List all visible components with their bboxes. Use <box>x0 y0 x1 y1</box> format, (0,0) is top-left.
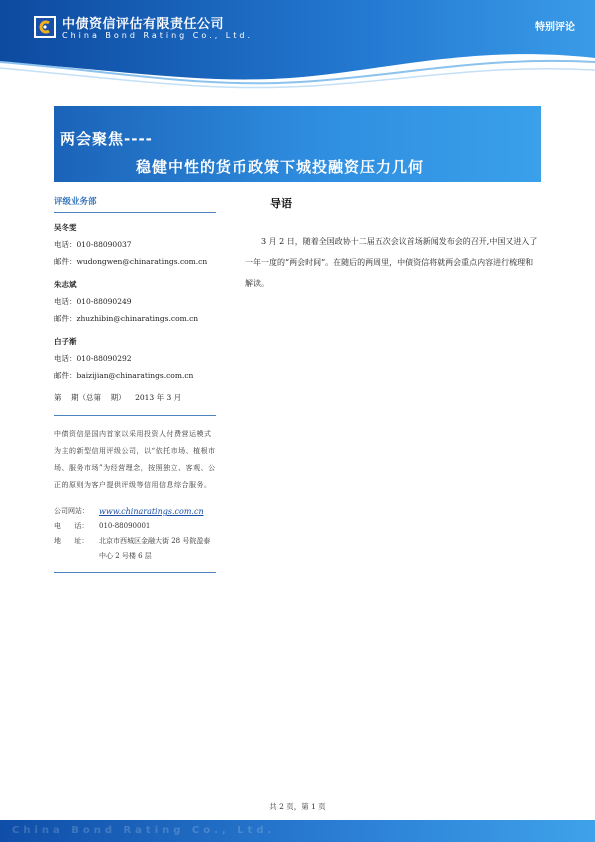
person-phone: 电话：010-88090037 <box>54 240 132 249</box>
company-name-en: China Bond Rating Co., Ltd. <box>62 31 253 40</box>
person-email: 邮件：zhuzhibin@chinaratings.com.cn <box>54 314 199 323</box>
contact-person <box>54 219 216 270</box>
website-label: 公司网站： <box>54 507 89 515</box>
title-line-1: 两会聚焦---- <box>60 130 153 148</box>
lead-paragraph: 3 月 2 日，随着全国政协十二届五次会议首场新闻发布会的召开,中国又进入了一年一度的“两会时间”。在随后的两周里，中债资信将就两会重点内容进行梳理和解读。 <box>245 237 538 288</box>
issue-info: 第 期（总第 期） 2013 年 3 月 <box>54 392 216 416</box>
company-about: 中债资信是国内首家以采用投资人付费营运模式为主的新型信用评级公司，以“依托市场、植根市场、服务市场”为经营理念，按照独立、客观、公正的原则为客户提供评级等信用信息综合服务。 <box>54 430 216 489</box>
company-phone: 010-88090001 <box>99 522 151 530</box>
title-line-2: 稳健中性的货币政策下城投融资压力几何 <box>136 158 425 176</box>
sidebar <box>54 195 216 573</box>
title-banner <box>54 106 541 182</box>
person-name: 吴冬雯 <box>54 223 77 232</box>
person-name: 朱志斌 <box>54 280 77 289</box>
person-email: 邮件：baizijian@chinaratings.com.cn <box>54 371 194 380</box>
person-phone: 电话：010-88090292 <box>54 354 132 363</box>
page-header <box>0 0 595 92</box>
footer-company-en: China Bond Rating Co., Ltd. <box>12 825 276 836</box>
page-number: 共 2 页，第 1 页 <box>269 802 326 811</box>
website-link[interactable]: www.chinaratings.com.cn <box>99 507 204 516</box>
company-name-cn: 中债资信评估有限责任公司 <box>62 17 225 32</box>
address-label: 地 址： <box>54 537 89 545</box>
person-name: 白子渐 <box>54 337 77 346</box>
contact-person <box>54 276 216 327</box>
section-label: 特别评论 <box>535 22 575 33</box>
person-phone: 电话：010-88090249 <box>54 297 132 306</box>
company-address: 北京市西城区金融大街 28 号院盈泰中心 2 号楼 6 层 <box>99 537 211 560</box>
main-content <box>245 195 541 294</box>
person-email: 邮件：wudongwen@chinaratings.com.cn <box>54 257 208 266</box>
lead-heading: 导语 <box>270 197 292 210</box>
company-contact <box>54 504 216 573</box>
company-logo <box>34 16 56 38</box>
phone-label: 电 话： <box>54 522 89 530</box>
footer-bar <box>0 820 595 842</box>
contact-person <box>54 333 216 384</box>
department-title: 评级业务部 <box>54 195 216 213</box>
